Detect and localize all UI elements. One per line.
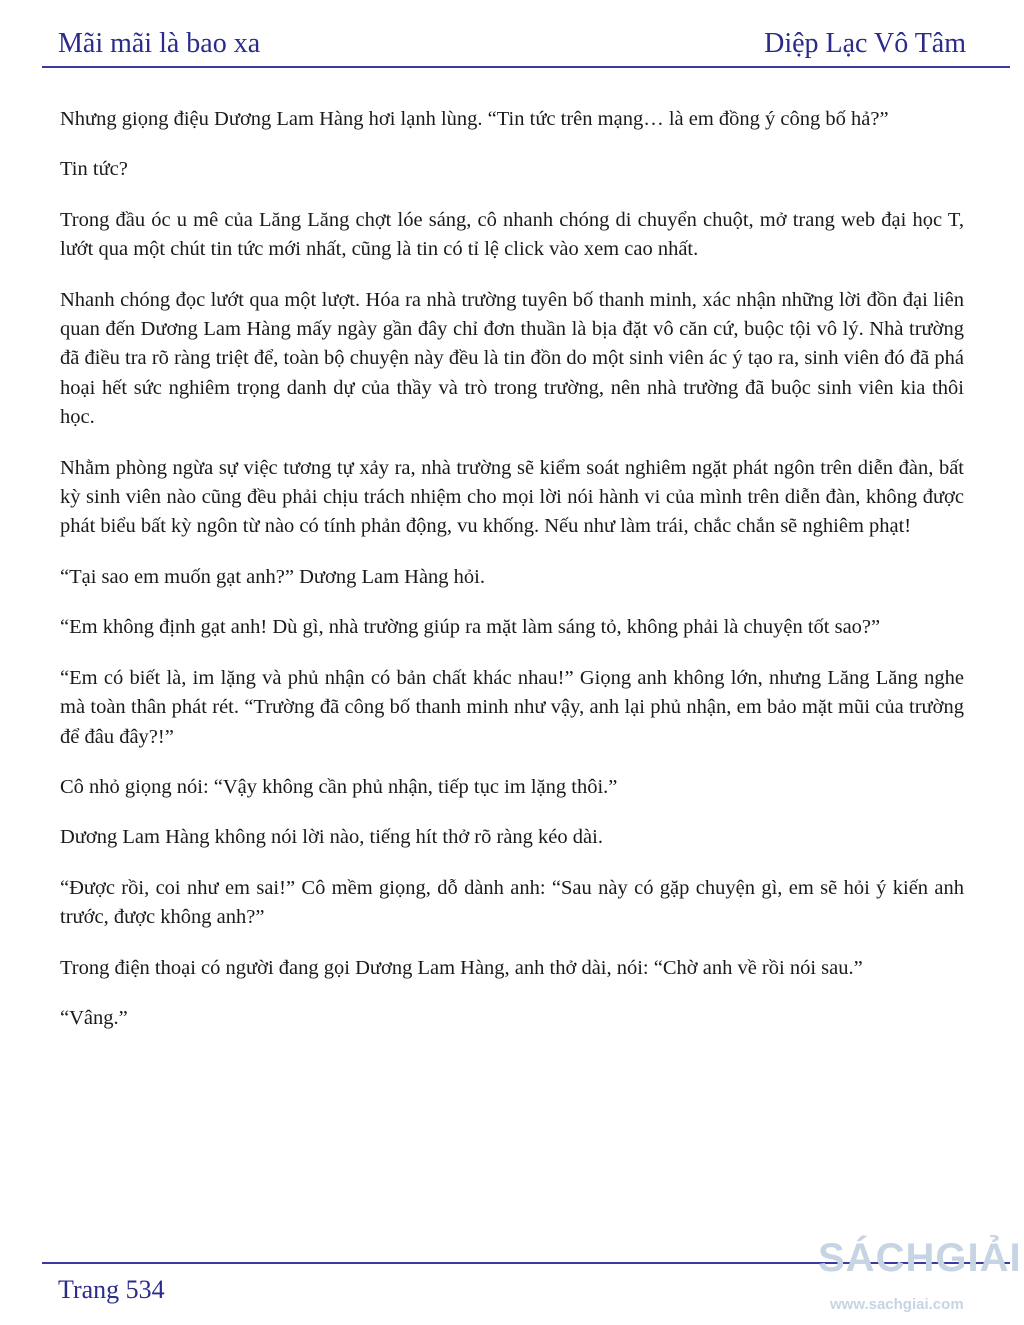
watermark-brand: SÁCHGIẢI [818,1236,1022,1280]
paragraph: Dương Lam Hàng không nói lời nào, tiếng hít thở rõ ràng kéo dài. [60,826,603,849]
paragraph: “Được rồi, coi như em sai!” Cô mềm giọng, dỗ dành anh: “Sau này có gặp chuyện gì, em sẽ hỏi ý kiến anh trước, được không anh?” [60,876,964,929]
author-name: Diệp Lạc Vô Tâm [764,28,966,59]
paragraph: Nhưng giọng điệu Dương Lam Hàng hơi lạnh lùng. “Tin tức trên mạng… là em đồng ý công bố hả?” [60,108,889,130]
book-title: Mãi mãi là bao xa [58,28,261,59]
page-header [58,24,966,64]
paragraph: Nhanh chóng đọc lướt qua một lượt. Hóa ra nhà trường tuyên bố thanh minh, xác nhận những lời đồn đại liên quan đến Dương Lam Hàng mấy ngày gần đây chỉ đơn thuần là bịa đặt vô căn cứ, buộc tội vô lý. Nhà trường đã điều tra rõ ràng triệt để, toàn bộ chuyện này đều là tin đồn do một sinh viên ác ý tạo ra, sinh viên đó đã phá hoại hết sức nghiêm trọng danh dự của thầy và trò trong trường, nên nhà trường đã buộc sinh viên kia thôi học. [60,288,964,429]
paragraph: Trong đầu óc u mê của Lăng Lăng chợt lóe sáng, cô nhanh chóng di chuyển chuột, mở trang web đại học T, lướt qua một chút tin tức mới nhất, cũng là tin có tỉ lệ click vào xem cao nhất. [60,208,964,261]
paragraph: Nhằm phòng ngừa sự việc tương tự xảy ra, nhà trường sẽ kiểm soát nghiêm ngặt phát ngôn trên diễn đàn, bất kỳ sinh viên nào cũng đều phải chịu trách nhiệm cho mọi lời nói hành vi của mình trên diễn đàn, không được phát biểu bất kỳ ngôn từ nào có tính phản động, vu khống. Nếu như làm trái, chắc chắn sẽ nghiêm phạt! [60,456,964,538]
header-divider [42,66,1010,68]
paragraph: Cô nhỏ giọng nói: “Vậy không cần phủ nhận, tiếp tục im lặng thôi.” [60,775,618,798]
paragraph: “Em không định gạt anh! Dù gì, nhà trường giúp ra mặt làm sáng tỏ, không phải là chuyện tốt sao?” [60,616,881,639]
paragraph: “Vâng.” [60,1006,128,1029]
page-number: Trang 534 [58,1275,165,1304]
watermark-logo [818,1232,1024,1325]
paragraph: “Tại sao em muốn gạt anh?” Dương Lam Hàng hỏi. [60,565,485,588]
watermark-url: www.sachgiai.com [830,1296,964,1313]
paragraph: Tin tức? [60,158,128,181]
page-body [60,105,964,1054]
paragraph: “Em có biết là, im lặng và phủ nhận có bản chất khác nhau!” Giọng anh không lớn, nhưng Lăng Lăng nghe mà toàn thân phát rét. “Trường đã công bố thanh minh như vậy, anh lại phủ nhận, em bảo mặt mũi của trường để đâu đây?!” [60,666,964,748]
paragraph: Trong điện thoại có người đang gọi Dương Lam Hàng, anh thở dài, nói: “Chờ anh về rồi nói sau.” [60,956,863,979]
